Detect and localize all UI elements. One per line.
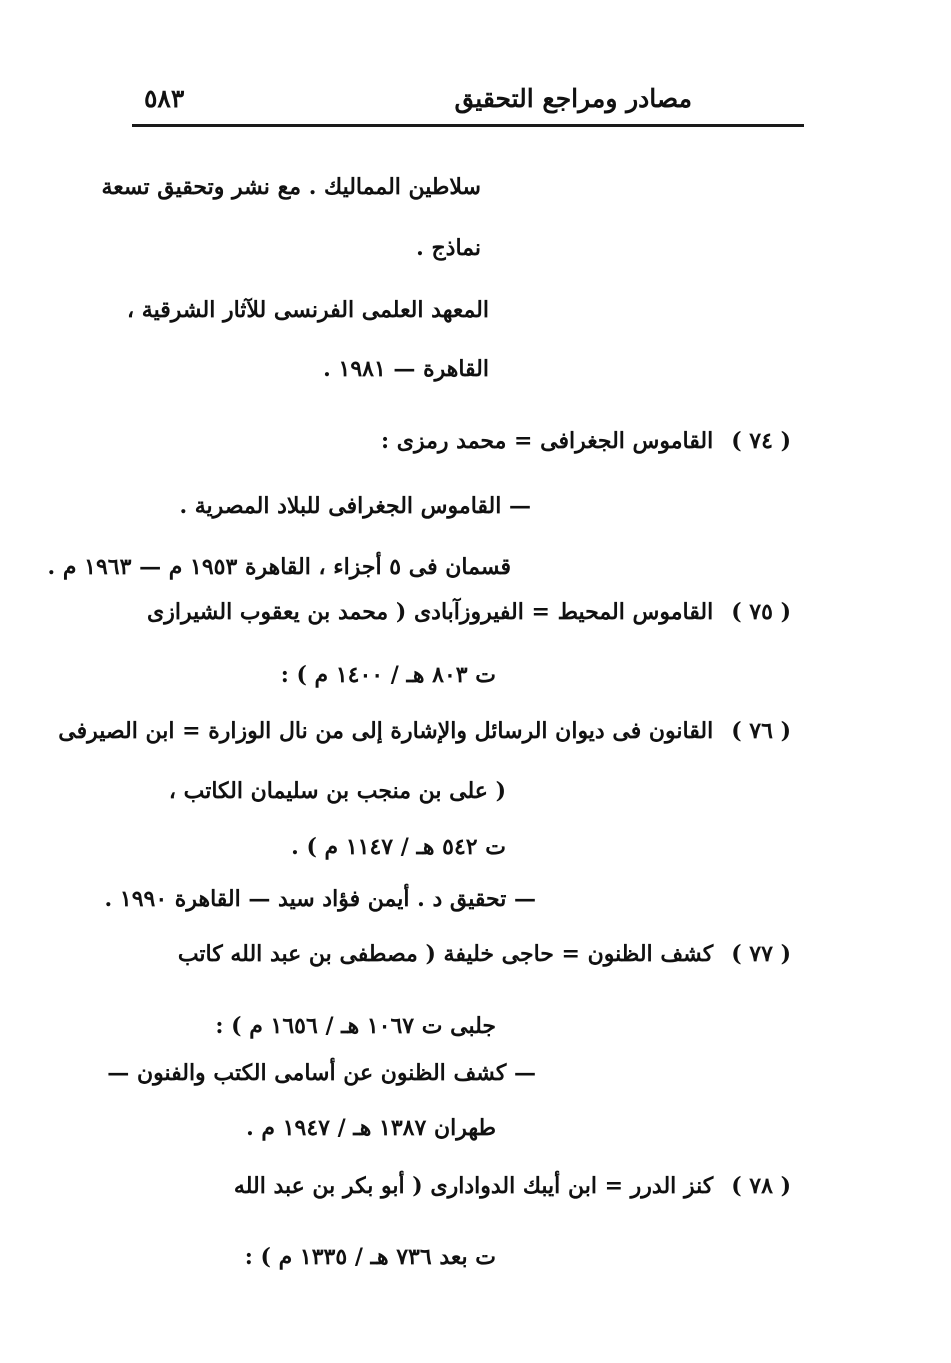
- text-line: ( على بن منجب بن سليمان الكاتب ،: [168, 778, 506, 804]
- text-line: ت بعد ٧٣٦ هـ / ١٣٣٥ م ) :: [244, 1244, 496, 1270]
- page-number: ٥٨٣: [144, 84, 185, 113]
- running-header: [132, 70, 802, 124]
- text-line: ت ٥٤٢ هـ / ١١٤٧ م ) .: [291, 834, 506, 860]
- header-title: مصادر ومراجع التحقيق: [454, 84, 692, 113]
- text-line: المعهد العلمى الفرنسى للآثار الشرقية ،: [127, 297, 489, 323]
- text-line: ت ٨٠٣ هـ / ١٤٠٠ م ) :: [280, 662, 496, 688]
- text-line: طهران ١٣٨٧ هـ / ١٩٤٧ م .: [246, 1115, 496, 1141]
- text-line: قسمان فى ٥ أجزاء ، القاهرة ١٩٥٣ م — ١٩٦٣ م .: [47, 554, 511, 580]
- entry-text: القانون فى ديوان الرسائل والإشارة إلى من نال الوزارة = ابن الصيرفى: [58, 718, 714, 744]
- entry-number: ( ٧٦ ): [731, 718, 791, 744]
- entry-text: القاموس المحيط = الفيروزآبادى ( محمد بن يعقوب الشيرازى: [147, 599, 714, 625]
- entry-text: كنز الدرر = ابن أيبك الدوادارى ( أبو بكر بن عبد الله: [233, 1173, 714, 1199]
- entry-line: [234, 1171, 791, 1201]
- text-line: جلبى ت ١٠٦٧ هـ / ١٦٥٦ م ) :: [215, 1013, 496, 1039]
- entry-text: القاموس الجغرافى = محمد رمزى :: [380, 428, 714, 454]
- header-rule: [132, 124, 804, 127]
- text-line: — القاموس الجغرافى للبلاد المصرية .: [179, 493, 531, 519]
- entry-line: [178, 939, 791, 969]
- entry-text: كشف الظنون = حاجى خليفة ( مصطفى بن عبد الله كاتب: [177, 941, 714, 967]
- entry-number: ( ٧٧ ): [731, 941, 791, 967]
- entry-number: ( ٧٤ ): [731, 428, 791, 454]
- text-line: سلاطين المماليك . مع نشر وتحقيق تسعة: [101, 174, 481, 200]
- text-line: — تحقيق د . أيمن فؤاد سيد — القاهرة ١٩٩٠ .: [104, 886, 536, 912]
- text-line: نماذج .: [416, 235, 481, 261]
- entry-line: [147, 597, 791, 627]
- entry-number: ( ٧٥ ): [731, 599, 791, 625]
- text-line: — كشف الظنون عن أسامى الكتب والفنون —: [107, 1060, 536, 1086]
- entry-line: [58, 716, 791, 746]
- entry-number: ( ٧٨ ): [731, 1173, 791, 1199]
- entry-line: [381, 426, 791, 456]
- text-line: القاهرة — ١٩٨١ .: [323, 356, 489, 382]
